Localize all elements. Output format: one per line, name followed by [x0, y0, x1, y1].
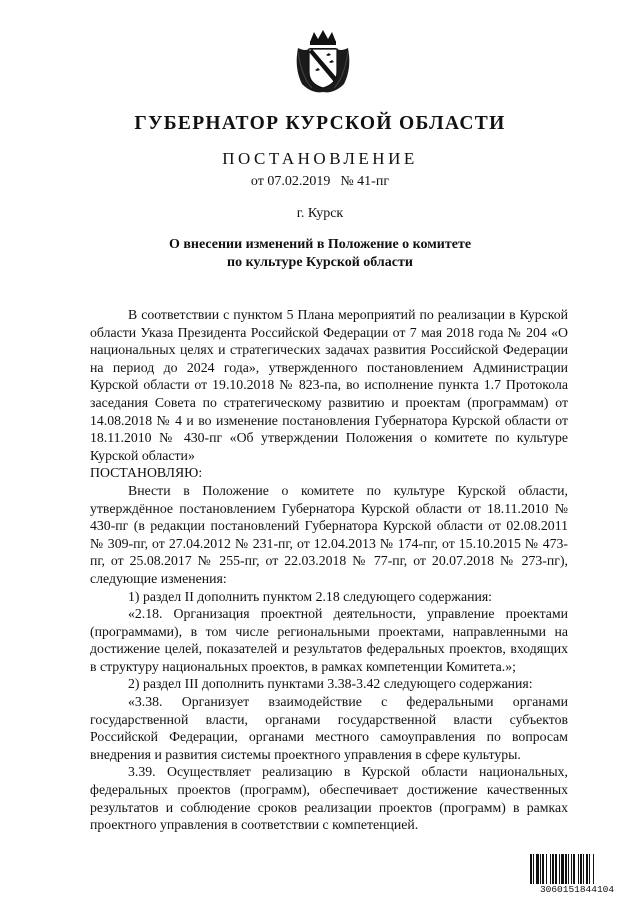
barcode-number: 3060151844104: [539, 884, 615, 895]
barcode: [530, 854, 624, 894]
paragraph: 1) раздел II дополнить пунктом 2.18 следующего содержания:: [128, 588, 493, 604]
coat-of-arms-icon: [292, 28, 354, 96]
city: г. Курск: [296, 206, 344, 221]
paragraph: 2) раздел III дополнить пунктами 3.38-3.42 следующего содержания:: [128, 676, 533, 692]
date-number-line: [0, 174, 640, 190]
document-type: ПОСТАНОВЛЕНИЕ: [222, 149, 418, 168]
document-date: от 07.02.2019: [250, 174, 331, 189]
paragraph: ПОСТАНОВЛЯЮ:: [90, 465, 203, 481]
document-title-line: по культуре Курской области: [227, 255, 413, 270]
paragraph: Внести в Положение о комитете по культуре Курской области, утверждённое постановлением Губернатора Курской области от 18.11.2010 № 430-пг (в редакции постановлений Губернатора Курской области от 02.08.2011 № 309-пг, от 27.04.2012 № 231-пг, от 12.04.2013 № 174-пг, от 15.10.2015 № 473-пг, от 25.08.2017 № 255-пг, от 22.03.2018 № 77-пг, от 20.07.2018 № 273-пг), следующие изменения:: [90, 482, 568, 586]
document-title: [150, 236, 490, 272]
paragraph: «3.38. Организует взаимодействие с федеральными органами государственной власти, органами государственной власти субъектов Российской Федерации, органами местного самоуправления по вопросам внедрения и развития системы проектного управления в сфере культуры.: [90, 694, 568, 762]
document-title-line: О внесении изменений в Положение о комитете: [168, 237, 472, 252]
org-title: ГУБЕРНАТОР КУРСКОЙ ОБЛАСТИ: [134, 113, 506, 134]
document-number: № 41-пг: [340, 174, 390, 189]
paragraph: 3.39. Осуществляет реализацию в Курской области национальных, федеральных проектов (программ), обеспечивает достижение качественных результатов и соблюдение сроков реализации проектов (программ) в рамках проектного управления в соответствии с компетенцией.: [90, 764, 568, 833]
paragraph: В соответствии с пунктом 5 Плана мероприятий по реализации в Курской области Указа Президента Российской Федерации от 7 мая 2018 года № 204 «О национальных целях и стратегических задачах развития Российской Федерации на период до 2024 года», утвержденного постановлением Администрации Курской области от 19.10.2018 № 823-па, во исполнение пункта 1.7 Протокола заседания Совета по стратегическому развитию и проектам (программам) от 14.08.2018 № 4 и во изменение постановления Губернатора Курской области от 18.11.2010 № 430-пг «Об утверждении Положения о комитете по культуре Курской области»: [90, 307, 568, 463]
barcode-icon: [530, 854, 624, 884]
document-body: [90, 306, 568, 834]
paragraph: «2.18. Организация проектной деятельности, управление проектами (программами), в том числе региональными проектами, направленными на достижение целей, показателей и результатов федеральных проектов, входящих в структуру национальных проектов, в рамках компетенции Комитета.»;: [90, 606, 568, 674]
